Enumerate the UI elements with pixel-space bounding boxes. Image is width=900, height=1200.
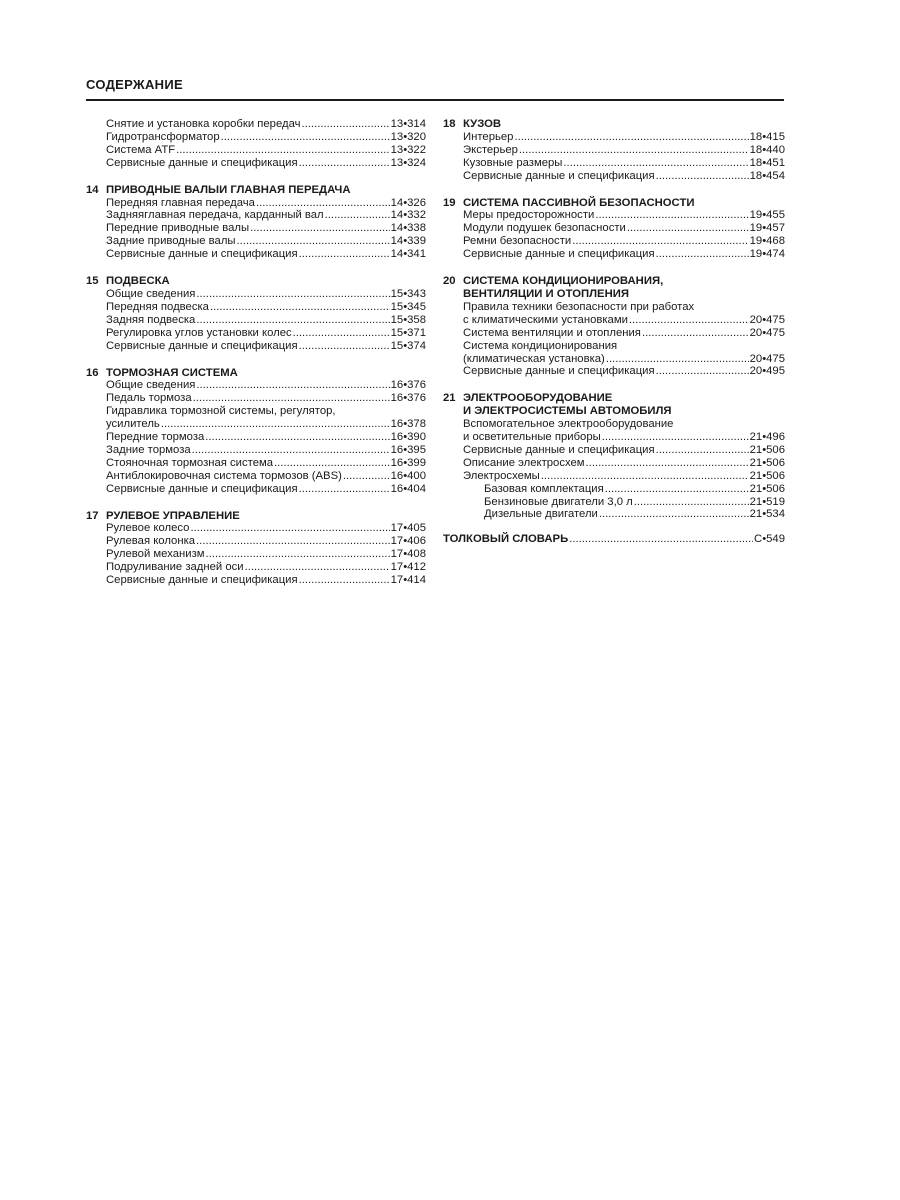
dot-leader [325,209,390,222]
toc-entry-page: 21•496 [749,431,785,444]
toc-entry-page: 18•454 [749,169,785,182]
toc-entry-text: Модули подушек безопасности [463,222,626,235]
dot-leader [210,301,390,314]
toc-entry-page: 17•414 [390,574,426,587]
toc-entry-page: 15•374 [390,339,426,352]
dot-leader [293,327,390,340]
toc-entry [86,444,426,457]
toc-entry-text: Передние приводные валы [106,222,250,235]
toc-entry-page: 13•322 [390,143,426,156]
toc-entry-page: 14•338 [390,222,426,235]
dot-leader [299,483,390,496]
toc-entry [86,379,426,392]
toc-entry-text: Задняяглавная передача, карданный вал [106,209,324,222]
toc-left-column [86,118,426,601]
toc-entry-page: 14•339 [390,235,426,248]
toc-entry-text: Система вентиляции и отопления [463,326,641,339]
toc-entry-text: Кузовные размеры [463,156,563,169]
dot-leader [642,327,749,340]
toc-entry-page: 16•378 [390,418,426,431]
dot-leader [656,248,749,261]
dot-leader [595,209,748,222]
toc-entry-text: Система ATF [106,143,176,156]
toc-entry-text: Задняя подвеска [106,313,196,326]
dot-leader [572,235,748,248]
page-header [86,77,784,92]
toc-entry-text: с климатическими установками [463,313,628,326]
toc-entry [86,248,426,261]
toc-entry-page: 21•519 [749,495,785,508]
toc-entry-page: 20•495 [749,365,785,378]
dot-leader [563,157,748,170]
toc-entry-text: и осветительные приборы [463,431,601,444]
toc-entry-page: 16•395 [390,443,426,456]
toc-entry-text: Бензиновые двигатели 3,0 л [484,495,633,508]
toc-section [86,118,426,170]
toc-entry-text: Сервисные данные и спецификация [106,482,298,495]
dot-leader [541,470,749,483]
section-number-spacer [443,405,463,418]
toc-entry-page: 15•345 [390,300,426,313]
toc-entry-text: Сервисные данные и спецификация [463,443,655,456]
toc-entry-text: Рулевая колонка [106,535,196,548]
toc-entry-page: 17•406 [390,535,426,548]
toc-entry [86,548,426,561]
toc-entry-page: 19•457 [749,222,785,235]
toc-right-column [443,118,785,560]
toc-entry [86,431,426,444]
section-name: СИСТЕМА КОНДИЦИОНИРОВАНИЯ, [463,275,664,288]
toc-entry-page: 21•506 [749,482,785,495]
toc-entry [443,444,785,457]
dot-leader [206,548,390,561]
section-number: 14 [86,183,99,196]
dot-leader [302,118,390,131]
toc-entry [443,470,785,483]
toc-entry-text: Передние тормоза [106,431,205,444]
dot-leader [299,340,390,353]
toc-entry-page: 18•415 [749,130,785,143]
dot-leader [605,483,749,496]
toc-section [86,275,426,352]
toc-entry [86,522,426,535]
dot-leader [196,379,389,392]
dot-leader [193,392,390,405]
toc-entry [443,222,785,235]
toc-entry [443,235,785,248]
section-number: 19 [443,196,456,209]
dot-leader [196,535,390,548]
toc-entry-text: Антиблокировочная система тормозов (ABS) [106,469,342,482]
toc-entry [86,301,426,314]
dot-leader [599,508,749,521]
toc-entry-line: Вспомогательное электрооборудование [463,418,674,431]
toc-entry [86,535,426,548]
section-number: 18 [443,118,456,130]
page-title: СОДЕРЖАНИЕ [86,77,183,92]
toc-entry-page: 14•341 [390,248,426,261]
dot-leader [196,288,389,301]
section-name: ПРИВОДНЫЕ ВАЛЫИ ГЛАВНАЯ ПЕРЕДАЧА [106,183,351,196]
toc-entry-text: Сервисные данные и спецификация [463,248,655,261]
toc-entry [86,222,426,235]
toc-entry-text: Рулевой механизм [106,548,205,561]
toc-entry-text: Меры предосторожности [463,209,595,222]
toc-entry-page: 19•455 [749,209,785,222]
toc-entry-page: 17•405 [390,522,426,535]
section-title [443,197,785,210]
section-title [443,275,785,288]
toc-entry-text: Сервисные данные и спецификация [463,365,655,378]
section-number: 21 [443,392,456,405]
toc-section [443,275,785,378]
section-title [86,367,426,380]
toc-entry-page: 18•451 [749,156,785,169]
dot-leader [606,353,749,366]
toc-entry-page: 21•506 [749,456,785,469]
dot-leader [519,144,749,157]
toc-entry-text: Рулевое колесо [106,522,190,535]
dot-leader [634,496,749,509]
toc-entry-page: 17•408 [390,548,426,561]
toc-entry-line: Правила техники безопасности при работах [463,300,695,313]
section-name: ЭЛЕКТРООБОРУДОВАНИЕ [463,392,613,405]
glossary-title: ТОЛКОВЫЙ СЛОВАРЬ [443,533,569,546]
section-title [86,275,426,288]
toc-entry-page: 21•506 [749,443,785,456]
toc-entry [443,457,785,470]
section-title-line2 [443,405,785,418]
toc-entry-page: 20•475 [749,313,785,326]
toc-entry-page: 16•399 [390,456,426,469]
toc-entry-text: Подруливание задней оси [106,561,244,574]
toc-entry-text: Описание электросхем [463,456,585,469]
toc-entry [86,131,426,144]
toc-entry-page: 19•474 [749,248,785,261]
dot-leader [299,248,390,261]
dot-leader [192,444,390,457]
toc-entry [443,157,785,170]
toc-entry-text: Снятие и установка коробки передач [106,118,301,130]
dot-leader [629,314,749,327]
dot-leader [299,574,390,587]
toc-entry-text: Базовая комплектация [484,482,604,495]
toc-entry [443,144,785,157]
toc-entry-text: Электросхемы [463,469,540,482]
section-name: КУЗОВ [463,118,502,130]
dot-leader [299,157,390,170]
toc-entry-page: 13•314 [390,118,426,130]
toc-entry-text: Сервисные данные и спецификация [106,574,298,587]
toc-entry [86,209,426,222]
section-title [443,392,785,405]
toc-entry-page: 15•371 [390,326,426,339]
header-rule [86,99,784,101]
toc-entry-text: Гидротрансформатор [106,130,220,143]
glossary-entry [443,533,785,546]
toc-entry-page: 18•440 [749,143,785,156]
toc-entry [86,418,426,431]
toc-entry [443,508,785,521]
toc-entry [443,496,785,509]
toc-entry-page: 17•412 [390,561,426,574]
toc-entry-page: 16•390 [390,431,426,444]
toc-entry-page: 16•376 [390,392,426,405]
toc-entry [86,157,426,170]
dot-leader [602,431,749,444]
dot-leader [343,470,390,483]
toc-entry-text: Сервисные данные и спецификация [463,169,655,182]
section-name: СИСТЕМА ПАССИВНОЙ БЕЗОПАСНОСТИ [463,196,695,209]
toc-entry-text: Сервисные данные и спецификация [106,248,298,261]
toc-entry-text: Стояночная тормозная система [106,456,274,469]
toc-entry-page: 19•468 [749,235,785,248]
toc-entry [86,340,426,353]
toc-entry-text: Регулировка углов установки колес [106,326,292,339]
toc-entry [86,574,426,587]
toc-entry [443,248,785,261]
toc-entry [443,483,785,496]
dot-leader [256,197,390,210]
toc-entry-text: Сервисные данные и спецификация [106,156,298,169]
toc-entry [443,314,785,327]
dot-leader [627,222,749,235]
toc-entry [86,457,426,470]
toc-entry-text: усилитель [106,418,160,431]
toc-entry-page: 20•475 [749,352,785,365]
toc-entry [86,483,426,496]
toc-entry-text: Передняя главная передача [106,196,255,209]
toc-entry [443,209,785,222]
dot-leader [250,222,389,235]
toc-section [443,197,785,262]
toc-entry [443,327,785,340]
dot-leader [161,418,390,431]
toc-entry-page: 13•320 [390,130,426,143]
toc-entry [443,170,785,183]
toc-entry [86,470,426,483]
toc-entry [86,197,426,210]
dot-leader [205,431,389,444]
section-number-spacer [443,288,463,301]
glossary-page: С•549 [754,533,785,546]
toc-entry-text: (климатическая установка) [463,352,605,365]
section-title [443,118,785,131]
toc-entry [443,131,785,144]
dot-leader [176,144,389,157]
dot-leader [221,131,390,144]
toc-entry [86,314,426,327]
toc-entry-text: Задние тормоза [106,443,191,456]
toc-section [86,367,426,496]
dot-leader [237,235,390,248]
section-name: ТОРМОЗНАЯ СИСТЕМА [106,366,238,379]
toc-entry [86,561,426,574]
toc-entry-page: 16•376 [390,379,426,392]
dot-leader [656,365,749,378]
section-number: 16 [86,366,99,379]
section-number: 17 [86,509,99,522]
dot-leader [656,170,749,183]
dot-leader [196,314,389,327]
dot-leader [190,522,389,535]
toc-section [443,392,785,521]
toc-entry-page: 21•534 [749,508,785,521]
section-name: РУЛЕВОЕ УПРАВЛЕНИЕ [106,509,240,522]
toc-entry-page: 15•343 [390,287,426,300]
toc-entry-line: Система кондиционирования [463,339,618,352]
toc-entry-text: Сервисные данные и спецификация [106,339,298,352]
toc-entry [86,327,426,340]
toc-entry-page: 20•475 [749,326,785,339]
toc-entry [443,365,785,378]
toc-entry [86,118,426,131]
dot-leader [569,533,753,546]
toc-entry-page: 16•400 [390,469,426,482]
section-name: ВЕНТИЛЯЦИИ И ОТОПЛЕНИЯ [463,287,629,300]
toc-entry-text: Общие сведения [106,379,196,392]
toc-entry [443,353,785,366]
toc-entry-page: 15•358 [390,313,426,326]
toc-entry [443,431,785,444]
toc-entry [86,392,426,405]
glossary-section [443,533,785,546]
toc-entry-page: 21•506 [749,469,785,482]
dot-leader [514,131,748,144]
toc-entry-text: Интерьер [463,130,514,143]
toc-entry-text: Дизельные двигатели [484,508,598,521]
section-name: ПОДВЕСКА [106,275,170,288]
section-number: 20 [443,275,456,288]
dot-leader [586,457,749,470]
toc-entry [86,288,426,301]
toc-entry-text: Передняя подвеска [106,300,209,313]
section-title [86,184,426,197]
section-number: 15 [86,275,99,288]
toc-entry-page: 13•324 [390,156,426,169]
toc-entry [86,235,426,248]
dot-leader [245,561,390,574]
toc-entry-text: Педаль тормоза [106,392,192,405]
toc-entry-text: Экстерьер [463,143,518,156]
toc-entry-text: Общие сведения [106,287,196,300]
toc-section [86,184,426,261]
toc-entry-page: 14•332 [390,209,426,222]
toc-entry-text: Ремни безопасности [463,235,572,248]
toc-section [86,510,426,587]
section-name: И ЭЛЕКТРОСИСТЕМЫ АВТОМОБИЛЯ [463,405,672,418]
toc-entry [86,144,426,157]
toc-entry-page: 14•326 [390,196,426,209]
section-title [86,510,426,523]
dot-leader [274,457,390,470]
toc-entry-line: Гидравлика тормозной системы, регулятор, [106,405,336,418]
dot-leader [656,444,749,457]
toc-section [443,118,785,183]
section-title-line2 [443,288,785,301]
toc-entry-page: 16•404 [390,482,426,495]
toc-entry-text: Задние приводные валы [106,235,236,248]
